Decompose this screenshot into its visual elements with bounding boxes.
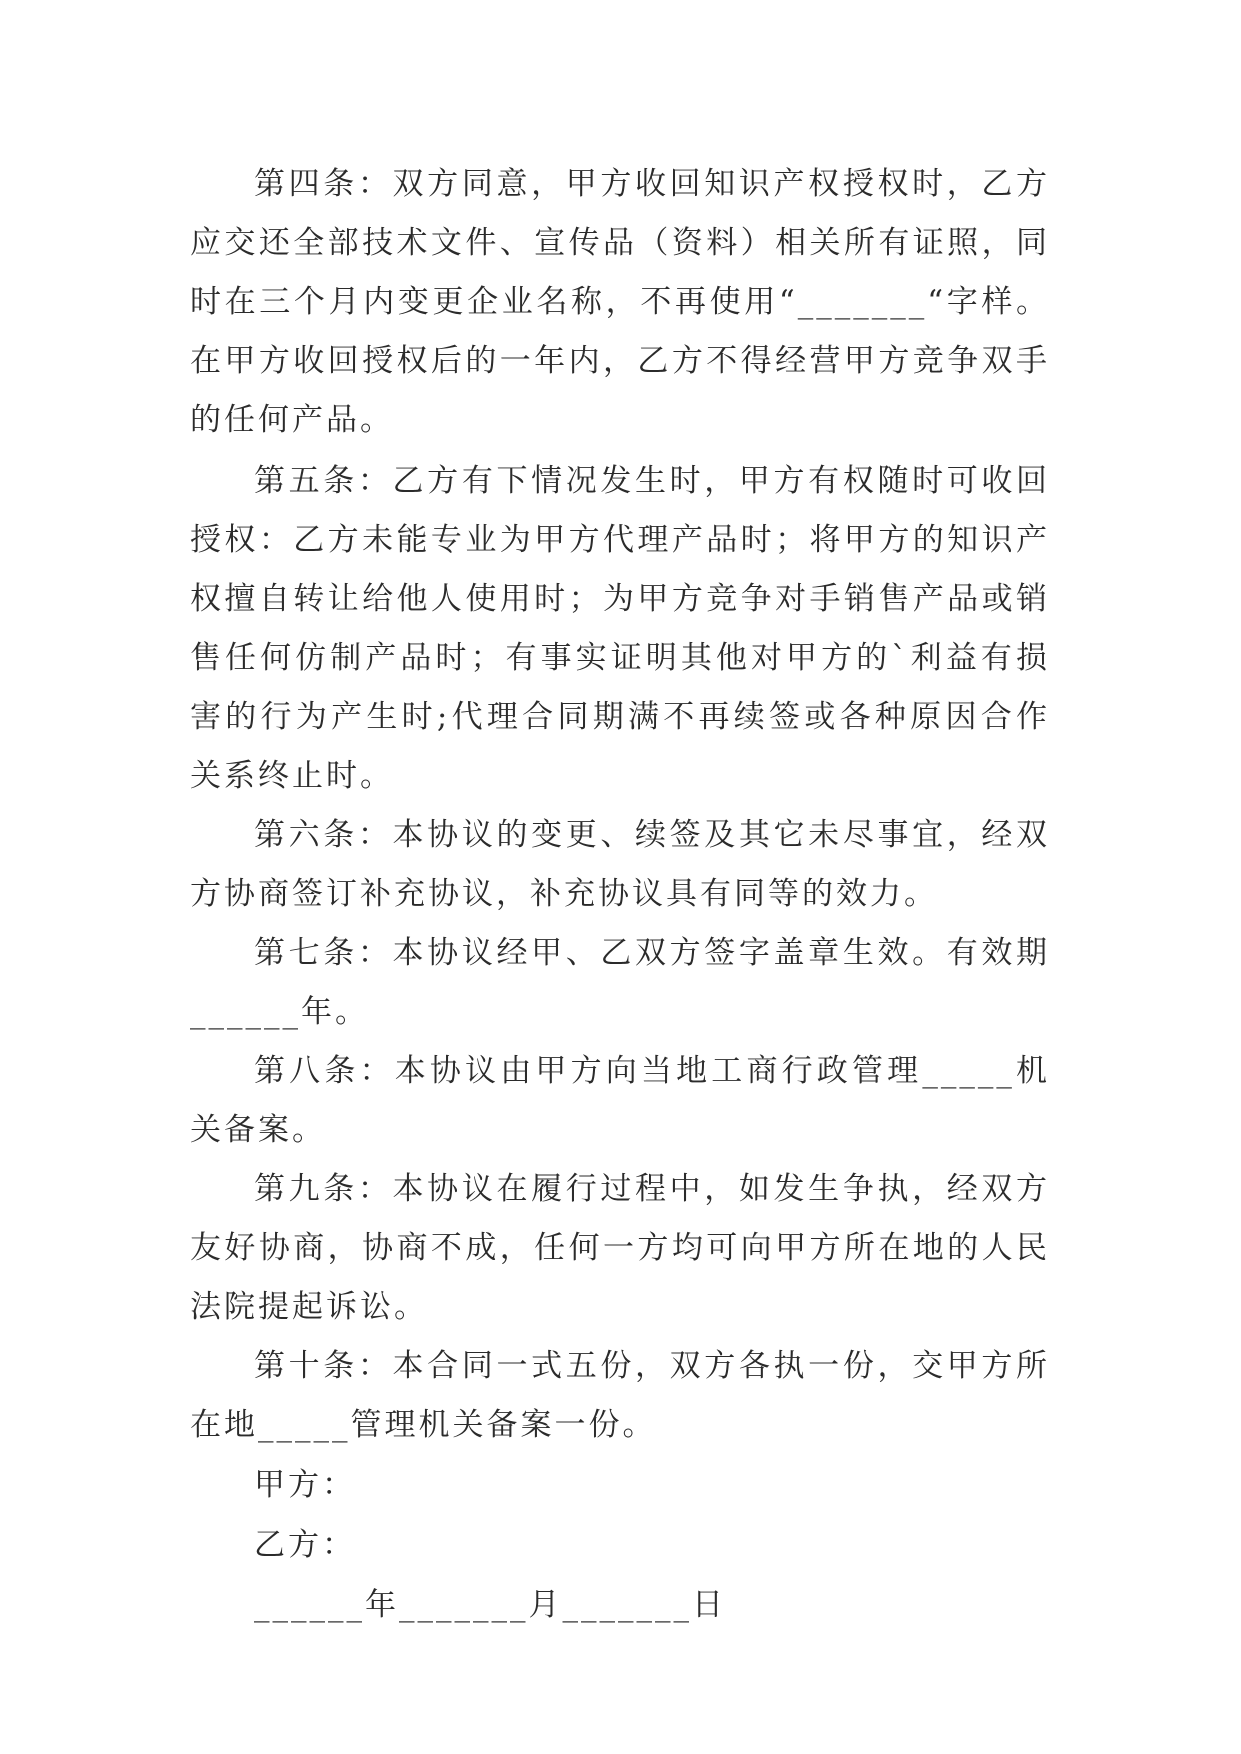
clause-6: 第六条：本协议的变更、续签及其它未尽事宜，经双方协商签订补充协议，补充协议具有同等的效力。 bbox=[190, 817, 1050, 912]
party-a-label: 甲方： bbox=[254, 1467, 356, 1503]
clause-8: 第八条：本协议由甲方向当地工商行政管理_____机关备案。 bbox=[190, 1053, 1050, 1148]
clause-7: 第七条：本协议经甲、乙双方签字盖章生效。有效期______年。 bbox=[190, 935, 1050, 1030]
contract-body bbox=[190, 155, 1050, 1635]
clause-5: 第五条：乙方有下情况发生时，甲方有权随时可收回授权：乙方未能专业为甲方代理产品时；将甲方的知识产权擅自转让给他人使用时；为甲方竞争对手销售产品或销售任何仿制产品时；有事实证明其他对甲方的`利益有损害的行为产生时;代理合同期满不再续签或各种原因合作关系终止时。 bbox=[190, 463, 1050, 794]
party-b-label: 乙方： bbox=[254, 1527, 356, 1563]
clause-9: 第九条：本协议在履行过程中，如发生争执，经双方友好协商，协商不成，任何一方均可向甲方所在地的人民法院提起诉讼。 bbox=[190, 1171, 1050, 1325]
signing-date-line: ______年_______月_______日 bbox=[254, 1587, 726, 1623]
clause-10: 第十条：本合同一式五份，双方各执一份，交甲方所在地_____管理机关备案一份。 bbox=[190, 1348, 1050, 1443]
clause-4: 第四条：双方同意，甲方收回知识产权授权时，乙方应交还全部技术文件、宣传品（资料）相关所有证照，同时在三个月内变更企业名称，不再使用“_______“字样。在甲方收回授权后的一年内，乙方不得经营甲方竞争双手的任何产品。 bbox=[190, 166, 1050, 438]
